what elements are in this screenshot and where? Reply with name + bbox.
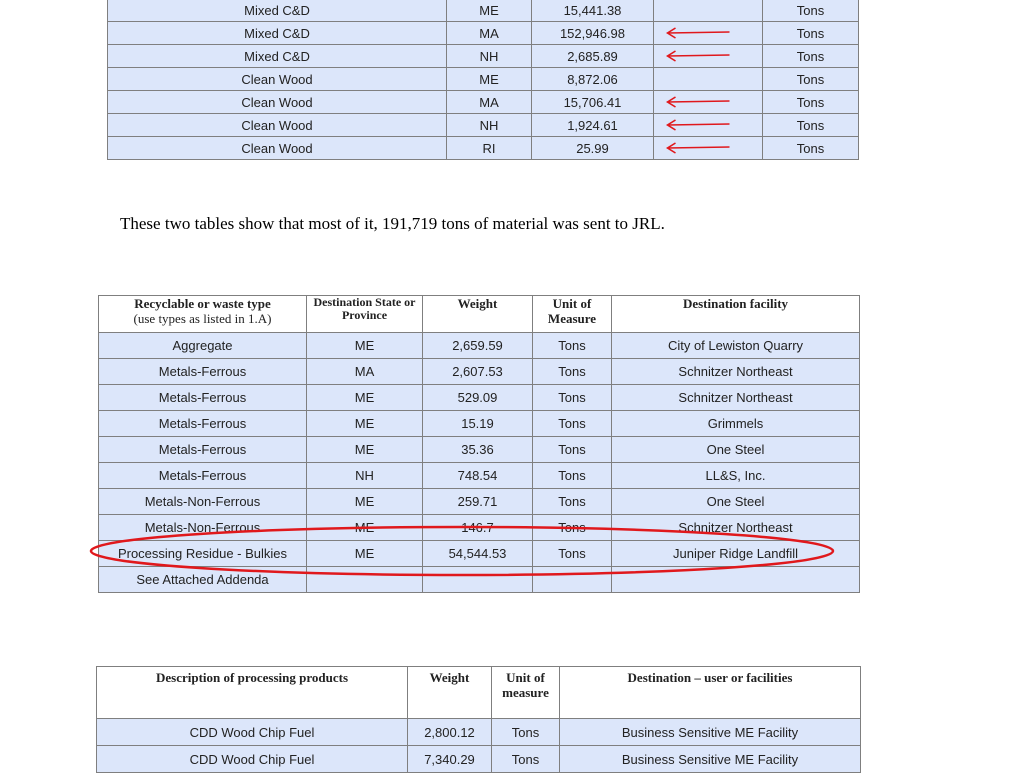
weight-cell: 8,872.06	[532, 68, 654, 91]
facility-cell: One Steel	[612, 489, 860, 515]
arrow-cell	[654, 114, 763, 137]
state-cell: NH	[307, 463, 423, 489]
header-weight: Weight	[408, 667, 492, 719]
state-cell	[307, 567, 423, 593]
processing-products-table	[96, 666, 861, 773]
table-row	[108, 91, 859, 114]
header-destination-facility: Destination facility	[612, 296, 860, 333]
table-row	[99, 515, 860, 541]
table-row-highlighted	[99, 541, 860, 567]
waste-type-cell: Aggregate	[99, 333, 307, 359]
weight-cell: 35.36	[423, 437, 533, 463]
unit-cell: Tons	[533, 515, 612, 541]
weight-cell	[423, 567, 533, 593]
arrow-cell	[654, 0, 763, 22]
header-waste-type	[99, 296, 307, 333]
waste-destination-table-top	[107, 0, 859, 160]
table-row	[99, 489, 860, 515]
waste-type-cell: Metals-Ferrous	[99, 437, 307, 463]
state-cell: ME	[307, 489, 423, 515]
header-waste-type-line1: Recyclable or waste type	[134, 296, 271, 311]
state-cell: ME	[447, 0, 532, 22]
facility-cell: Juniper Ridge Landfill	[612, 541, 860, 567]
facility-cell: Schnitzer Northeast	[612, 359, 860, 385]
caption-text: These two tables show that most of it, 191,719 tons of material was sent to JRL.	[120, 214, 665, 233]
waste-type-cell: Metals-Ferrous	[99, 463, 307, 489]
table-row	[99, 463, 860, 489]
unit-cell: Tons	[533, 333, 612, 359]
waste-type-cell: Metals-Non-Ferrous	[99, 515, 307, 541]
arrow-cell	[654, 137, 763, 160]
unit-cell: Tons	[763, 45, 859, 68]
table-header-row	[99, 296, 860, 333]
table-row	[99, 333, 860, 359]
weight-cell: 25.99	[532, 137, 654, 160]
waste-type-cell: Mixed C&D	[108, 45, 447, 68]
table-row	[108, 0, 859, 22]
unit-cell: Tons	[763, 91, 859, 114]
waste-type-cell: Metals-Ferrous	[99, 385, 307, 411]
unit-cell: Tons	[763, 68, 859, 91]
header-unit: Unit of Measure	[533, 296, 612, 333]
waste-type-cell: Clean Wood	[108, 114, 447, 137]
table-row	[99, 411, 860, 437]
unit-cell: Tons	[492, 719, 560, 746]
header-unit: Unit of measure	[492, 667, 560, 719]
facility-cell: City of Lewiston Quarry	[612, 333, 860, 359]
waste-type-cell: Metals-Ferrous	[99, 411, 307, 437]
facility-cell: Schnitzer Northeast	[612, 515, 860, 541]
weight-cell: 1,924.61	[532, 114, 654, 137]
facility-cell: One Steel	[612, 437, 860, 463]
weight-cell: 152,946.98	[532, 22, 654, 45]
weight-cell: 54,544.53	[423, 541, 533, 567]
state-cell: ME	[307, 333, 423, 359]
destination-cell: Business Sensitive ME Facility	[560, 746, 861, 773]
state-cell: ME	[307, 385, 423, 411]
arrow-cell	[654, 91, 763, 114]
description-cell: CDD Wood Chip Fuel	[97, 719, 408, 746]
arrow-cell	[654, 45, 763, 68]
state-cell: MA	[447, 91, 532, 114]
waste-type-cell: Metals-Ferrous	[99, 359, 307, 385]
weight-cell: 15.19	[423, 411, 533, 437]
facility-cell: Schnitzer Northeast	[612, 385, 860, 411]
weight-cell: 2,800.12	[408, 719, 492, 746]
header-destination: Destination – user or facilities	[560, 667, 861, 719]
weight-cell: 146.7	[423, 515, 533, 541]
table-row	[108, 137, 859, 160]
unit-cell: Tons	[533, 359, 612, 385]
table-row	[99, 359, 860, 385]
waste-type-cell: Mixed C&D	[108, 0, 447, 22]
waste-type-cell: Clean Wood	[108, 68, 447, 91]
state-cell: NH	[447, 45, 532, 68]
table-row	[108, 68, 859, 91]
waste-type-cell: Mixed C&D	[108, 22, 447, 45]
recyclable-destination-table	[98, 295, 860, 593]
header-destination-state: Destination State or Province	[307, 296, 423, 333]
state-cell: MA	[447, 22, 532, 45]
unit-cell: Tons	[763, 0, 859, 22]
unit-cell: Tons	[533, 489, 612, 515]
weight-cell: 259.71	[423, 489, 533, 515]
unit-cell: Tons	[533, 385, 612, 411]
table-row	[97, 719, 861, 746]
arrow-cell	[654, 22, 763, 45]
table-row	[99, 385, 860, 411]
header-description: Description of processing products	[97, 667, 408, 719]
destination-cell: Business Sensitive ME Facility	[560, 719, 861, 746]
header-weight: Weight	[423, 296, 533, 333]
weight-cell: 2,607.53	[423, 359, 533, 385]
state-cell: RI	[447, 137, 532, 160]
table-row	[99, 567, 860, 593]
description-cell: CDD Wood Chip Fuel	[97, 746, 408, 773]
unit-cell: Tons	[533, 437, 612, 463]
waste-type-cell: Metals-Non-Ferrous	[99, 489, 307, 515]
state-cell: ME	[307, 437, 423, 463]
state-cell: MA	[307, 359, 423, 385]
weight-cell: 748.54	[423, 463, 533, 489]
unit-cell: Tons	[492, 746, 560, 773]
weight-cell: 15,706.41	[532, 91, 654, 114]
unit-cell: Tons	[533, 541, 612, 567]
weight-cell: 2,659.59	[423, 333, 533, 359]
waste-type-cell: See Attached Addenda	[99, 567, 307, 593]
state-cell: ME	[307, 541, 423, 567]
state-cell: ME	[447, 68, 532, 91]
unit-cell: Tons	[533, 463, 612, 489]
weight-cell: 15,441.38	[532, 0, 654, 22]
weight-cell: 529.09	[423, 385, 533, 411]
unit-cell	[533, 567, 612, 593]
facility-cell: LL&S, Inc.	[612, 463, 860, 489]
state-cell: ME	[307, 515, 423, 541]
table-row	[108, 114, 859, 137]
unit-cell: Tons	[763, 22, 859, 45]
arrow-cell	[654, 68, 763, 91]
table-row	[108, 22, 859, 45]
table-row	[99, 437, 860, 463]
header-waste-type-line2: (use types as listed in 1.A)	[133, 311, 272, 326]
unit-cell: Tons	[763, 114, 859, 137]
weight-cell: 2,685.89	[532, 45, 654, 68]
waste-type-cell: Clean Wood	[108, 137, 447, 160]
unit-cell: Tons	[763, 137, 859, 160]
table-header-row	[97, 667, 861, 719]
state-cell: NH	[447, 114, 532, 137]
state-cell: ME	[307, 411, 423, 437]
weight-cell: 7,340.29	[408, 746, 492, 773]
facility-cell: Grimmels	[612, 411, 860, 437]
waste-type-cell: Clean Wood	[108, 91, 447, 114]
waste-type-cell: Processing Residue - Bulkies	[99, 541, 307, 567]
unit-cell: Tons	[533, 411, 612, 437]
facility-cell	[612, 567, 860, 593]
table-row	[108, 45, 859, 68]
table-row	[97, 746, 861, 773]
